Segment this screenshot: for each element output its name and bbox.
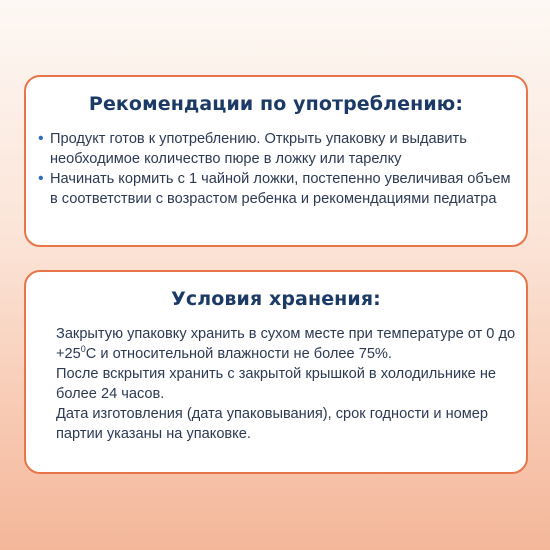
usage-recommendations-card: [24, 75, 528, 247]
storage-after-opening-text: После вскрытия хранить с закрытой крышкой в холодильнике не более 24 часов.: [56, 366, 497, 402]
storage-title: Условия хранения:: [171, 288, 381, 310]
bullet-icon: •: [38, 130, 44, 147]
degree-superscript: 0: [80, 344, 86, 354]
usage-item-text: Продукт готов к употреблению. Открыть упаковку и выдавить необходимое количество пюре в ложку или тарелку: [50, 131, 467, 167]
usage-item-text: Начинать кормить с 1 чайной ложки, постепенно увеличивая объем в соответствии с возрастом ребенка и рекомендациями педиатра: [50, 171, 511, 207]
bullet-icon: •: [38, 170, 44, 187]
storage-temp-part-1: Закрытую упаковку хранить в сухом месте при температуре от 0 до +25: [56, 326, 516, 362]
usage-title: Рекомендации по употреблению:: [88, 93, 464, 115]
list-item: [38, 129, 516, 169]
usage-list: [26, 129, 526, 209]
storage-text: [26, 324, 526, 444]
storage-conditions-card: [24, 270, 528, 474]
storage-date-info-text: Дата изготовления (дата упаковывания), срок годности и номер партии указаны на упаковке.: [56, 406, 489, 442]
list-item: [38, 169, 516, 209]
storage-temp-part-2: С и относительной влажности не более 75%.: [85, 346, 392, 362]
storage-temperature-text: [56, 324, 516, 364]
